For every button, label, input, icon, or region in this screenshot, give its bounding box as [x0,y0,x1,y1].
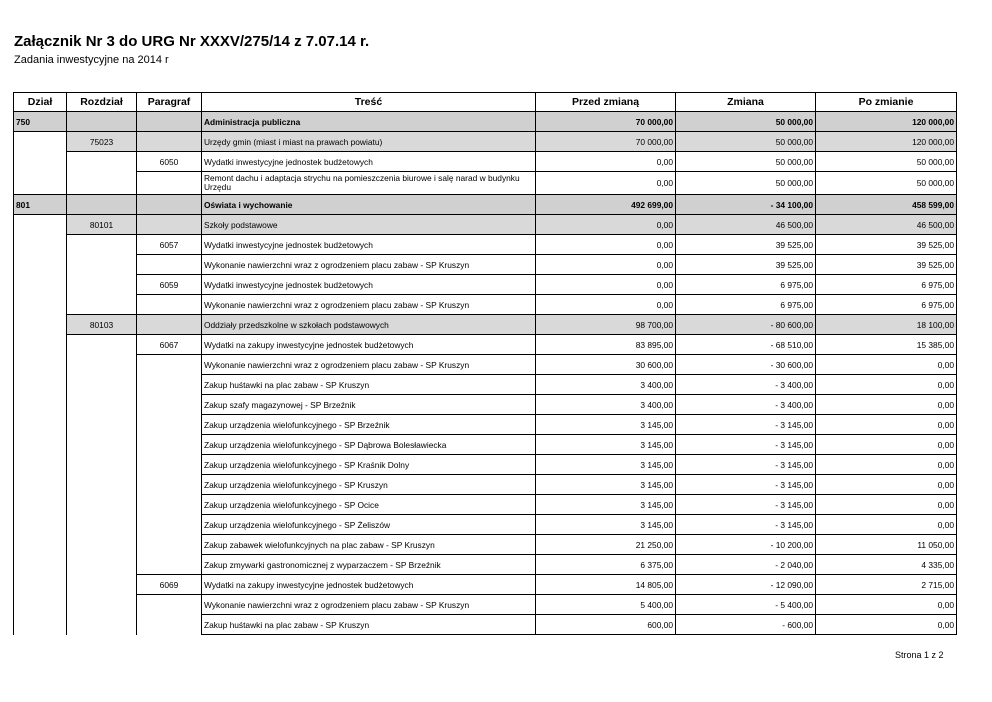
cell-przed-zmiana: 0,00 [536,152,676,172]
cell-rozdzial [67,475,137,495]
cell-przed-zmiana: 3 400,00 [536,395,676,415]
cell-tresc: Wykonanie nawierzchni wraz z ogrodzeniem placu zabaw - SP Kruszyn [202,255,536,275]
cell-rozdzial [67,455,137,475]
cell-przed-zmiana: 30 600,00 [536,355,676,375]
column-header-paragraf: Paragraf [137,93,202,112]
cell-rozdzial: 80101 [67,215,137,235]
cell-tresc: Zakup urządzenia wielofunkcyjnego - SP Kraśnik Dolny [202,455,536,475]
cell-dzial [14,375,67,395]
cell-dzial: 750 [14,112,67,132]
table-row [14,455,957,475]
cell-tresc: Zakup huśtawki na plac zabaw - SP Kruszyn [202,375,536,395]
table-header-row [14,93,957,112]
cell-paragraf [137,375,202,395]
cell-zmiana: - 68 510,00 [676,335,816,355]
cell-tresc: Szkoły podstawowe [202,215,536,235]
table-row [14,375,957,395]
cell-rozdzial [67,375,137,395]
cell-dzial: 801 [14,195,67,215]
table-row [14,235,957,255]
cell-po-zmianie: 0,00 [816,415,957,435]
cell-zmiana: - 3 400,00 [676,395,816,415]
investment-table [13,92,957,635]
cell-po-zmianie: 0,00 [816,355,957,375]
cell-dzial [14,132,67,152]
cell-paragraf [137,215,202,235]
cell-paragraf [137,315,202,335]
cell-rozdzial [67,195,137,215]
cell-paragraf [137,112,202,132]
cell-dzial [14,215,67,235]
cell-zmiana: - 30 600,00 [676,355,816,375]
cell-tresc: Zakup huśtawki na plac zabaw - SP Kruszyn [202,615,536,635]
table-row [14,395,957,415]
cell-tresc: Zakup szafy magazynowej - SP Brzeźnik [202,395,536,415]
cell-tresc: Zakup urządzenia wielofunkcyjnego - SP Dąbrowa Bolesławiecka [202,435,536,455]
column-header-zmiana: Zmiana [676,93,816,112]
cell-paragraf [137,615,202,635]
cell-po-zmianie: 0,00 [816,495,957,515]
table-row [14,575,957,595]
cell-po-zmianie: 6 975,00 [816,295,957,315]
table-row [14,435,957,455]
cell-rozdzial [67,575,137,595]
cell-przed-zmiana: 0,00 [536,235,676,255]
cell-rozdzial [67,112,137,132]
cell-rozdzial [67,255,137,275]
cell-przed-zmiana: 5 400,00 [536,595,676,615]
cell-rozdzial [67,555,137,575]
cell-po-zmianie: 120 000,00 [816,132,957,152]
cell-zmiana: - 3 145,00 [676,495,816,515]
cell-po-zmianie: 0,00 [816,395,957,415]
table-row [14,315,957,335]
cell-zmiana: - 12 090,00 [676,575,816,595]
cell-zmiana: 6 975,00 [676,295,816,315]
cell-dzial [14,295,67,315]
cell-zmiana: 50 000,00 [676,152,816,172]
table-row [14,275,957,295]
cell-po-zmianie: 0,00 [816,615,957,635]
cell-zmiana: - 3 145,00 [676,515,816,535]
cell-po-zmianie: 458 599,00 [816,195,957,215]
cell-rozdzial: 80103 [67,315,137,335]
cell-zmiana: - 3 145,00 [676,415,816,435]
cell-przed-zmiana: 14 805,00 [536,575,676,595]
cell-zmiana: - 3 145,00 [676,435,816,455]
cell-przed-zmiana: 70 000,00 [536,112,676,132]
table-row [14,335,957,355]
cell-paragraf [137,595,202,615]
cell-zmiana: 46 500,00 [676,215,816,235]
cell-paragraf [137,515,202,535]
cell-dzial [14,172,67,195]
table-row [14,172,957,195]
cell-przed-zmiana: 492 699,00 [536,195,676,215]
table-row [14,515,957,535]
cell-po-zmianie: 18 100,00 [816,315,957,335]
cell-po-zmianie: 2 715,00 [816,575,957,595]
cell-zmiana: - 10 200,00 [676,535,816,555]
cell-tresc: Wydatki inwestycyjne jednostek budżetowych [202,152,536,172]
cell-po-zmianie: 120 000,00 [816,112,957,132]
table-row [14,112,957,132]
cell-przed-zmiana: 83 895,00 [536,335,676,355]
cell-zmiana: - 3 145,00 [676,475,816,495]
cell-dzial [14,355,67,375]
cell-po-zmianie: 6 975,00 [816,275,957,295]
cell-tresc: Zakup urządzenia wielofunkcyjnego - SP Ocice [202,495,536,515]
cell-rozdzial: 75023 [67,132,137,152]
cell-dzial [14,475,67,495]
table-row [14,535,957,555]
table-row [14,415,957,435]
cell-dzial [14,315,67,335]
cell-tresc: Wydatki na zakupy inwestycyjne jednostek budżetowych [202,335,536,355]
cell-dzial [14,455,67,475]
cell-tresc: Wykonanie nawierzchni wraz z ogrodzeniem placu zabaw - SP Kruszyn [202,355,536,375]
cell-paragraf [137,132,202,152]
cell-paragraf [137,255,202,275]
cell-paragraf [137,415,202,435]
column-header-rozdzial: Rozdział [67,93,137,112]
cell-tresc: Zakup urządzenia wielofunkcyjnego - SP Żeliszów [202,515,536,535]
cell-rozdzial [67,495,137,515]
cell-przed-zmiana: 3 145,00 [536,435,676,455]
cell-dzial [14,555,67,575]
table-row [14,475,957,495]
cell-dzial [14,152,67,172]
cell-rozdzial [67,275,137,295]
cell-po-zmianie: 4 335,00 [816,555,957,575]
cell-po-zmianie: 46 500,00 [816,215,957,235]
table-row [14,555,957,575]
cell-tresc: Zakup urządzenia wielofunkcyjnego - SP Brzeźnik [202,415,536,435]
cell-rozdzial [67,535,137,555]
cell-rozdzial [67,435,137,455]
cell-po-zmianie: 39 525,00 [816,255,957,275]
page-number: Strona 1 z 2 [895,650,944,660]
cell-rozdzial [67,152,137,172]
cell-przed-zmiana: 98 700,00 [536,315,676,335]
cell-rozdzial [67,172,137,195]
column-header-dzial: Dział [14,93,67,112]
cell-paragraf: 6050 [137,152,202,172]
cell-dzial [14,535,67,555]
cell-zmiana: 50 000,00 [676,172,816,195]
cell-tresc: Wydatki inwestycyjne jednostek budżetowych [202,235,536,255]
table-row [14,355,957,375]
cell-przed-zmiana: 0,00 [536,255,676,275]
document-subtitle: Zadania inwestycyjne na 2014 r [14,54,169,66]
cell-dzial [14,395,67,415]
cell-dzial [14,255,67,275]
cell-dzial [14,495,67,515]
cell-zmiana: - 3 145,00 [676,455,816,475]
cell-paragraf [137,195,202,215]
cell-paragraf: 6067 [137,335,202,355]
cell-rozdzial [67,395,137,415]
cell-tresc: Oddziały przedszkolne w szkołach podstawowych [202,315,536,335]
cell-po-zmianie: 0,00 [816,515,957,535]
cell-zmiana: 39 525,00 [676,235,816,255]
cell-po-zmianie: 0,00 [816,595,957,615]
cell-przed-zmiana: 3 145,00 [536,495,676,515]
cell-tresc: Wykonanie nawierzchni wraz z ogrodzeniem placu zabaw - SP Kruszyn [202,295,536,315]
cell-po-zmianie: 0,00 [816,435,957,455]
table-row [14,295,957,315]
cell-paragraf [137,555,202,575]
cell-dzial [14,435,67,455]
cell-przed-zmiana: 21 250,00 [536,535,676,555]
table-row [14,595,957,615]
cell-zmiana: - 600,00 [676,615,816,635]
cell-po-zmianie: 50 000,00 [816,152,957,172]
cell-rozdzial [67,235,137,255]
cell-zmiana: - 5 400,00 [676,595,816,615]
cell-rozdzial [67,335,137,355]
cell-przed-zmiana: 6 375,00 [536,555,676,575]
table-row [14,215,957,235]
cell-paragraf: 6059 [137,275,202,295]
cell-paragraf [137,172,202,195]
cell-dzial [14,575,67,595]
table-row [14,495,957,515]
cell-dzial [14,595,67,615]
cell-rozdzial [67,295,137,315]
cell-przed-zmiana: 0,00 [536,275,676,295]
cell-rozdzial [67,595,137,615]
cell-zmiana: - 80 600,00 [676,315,816,335]
cell-dzial [14,275,67,295]
cell-dzial [14,235,67,255]
cell-przed-zmiana: 3 400,00 [536,375,676,395]
cell-tresc: Urzędy gmin (miast i miast na prawach powiatu) [202,132,536,152]
cell-po-zmianie: 39 525,00 [816,235,957,255]
cell-po-zmianie: 0,00 [816,375,957,395]
table-row [14,132,957,152]
table-row [14,152,957,172]
cell-dzial [14,335,67,355]
cell-tresc: Oświata i wychowanie [202,195,536,215]
cell-zmiana: 39 525,00 [676,255,816,275]
cell-przed-zmiana: 0,00 [536,215,676,235]
cell-paragraf [137,535,202,555]
cell-paragraf [137,355,202,375]
column-header-po-zmianie: Po zmianie [816,93,957,112]
cell-przed-zmiana: 3 145,00 [536,475,676,495]
cell-przed-zmiana: 0,00 [536,295,676,315]
cell-dzial [14,515,67,535]
cell-przed-zmiana: 600,00 [536,615,676,635]
cell-paragraf [137,475,202,495]
cell-przed-zmiana: 3 145,00 [536,515,676,535]
table-row [14,255,957,275]
cell-przed-zmiana: 3 145,00 [536,455,676,475]
cell-przed-zmiana: 70 000,00 [536,132,676,152]
cell-paragraf [137,295,202,315]
cell-rozdzial [67,615,137,635]
cell-zmiana: - 2 040,00 [676,555,816,575]
column-header-przed-zmiana: Przed zmianą [536,93,676,112]
cell-paragraf [137,395,202,415]
cell-paragraf [137,435,202,455]
cell-po-zmianie: 11 050,00 [816,535,957,555]
cell-przed-zmiana: 0,00 [536,172,676,195]
cell-tresc: Wydatki inwestycyjne jednostek budżetowych [202,275,536,295]
cell-tresc: Remont dachu i adaptacja strychu na pomieszczenia biurowe i salę narad w budynku Urzędu [202,172,536,195]
cell-paragraf [137,455,202,475]
cell-tresc: Zakup zmywarki gastronomicznej z wyparzaczem - SP Brzeźnik [202,555,536,575]
cell-po-zmianie: 15 385,00 [816,335,957,355]
cell-po-zmianie: 0,00 [816,455,957,475]
document-title: Załącznik Nr 3 do URG Nr XXXV/275/14 z 7.07.14 r. [14,33,370,50]
cell-tresc: Wydatki na zakupy inwestycyjne jednostek budżetowych [202,575,536,595]
cell-rozdzial [67,355,137,375]
cell-przed-zmiana: 3 145,00 [536,415,676,435]
cell-zmiana: - 3 400,00 [676,375,816,395]
table-row [14,195,957,215]
cell-zmiana: 50 000,00 [676,132,816,152]
cell-zmiana: - 34 100,00 [676,195,816,215]
cell-tresc: Zakup urządzenia wielofunkcyjnego - SP Kruszyn [202,475,536,495]
cell-tresc: Zakup zabawek wielofunkcyjnych na plac zabaw - SP Kruszyn [202,535,536,555]
cell-paragraf: 6069 [137,575,202,595]
cell-rozdzial [67,515,137,535]
cell-paragraf: 6057 [137,235,202,255]
cell-zmiana: 6 975,00 [676,275,816,295]
cell-po-zmianie: 0,00 [816,475,957,495]
table-row [14,615,957,635]
column-header-tresc: Treść [202,93,536,112]
cell-tresc: Administracja publiczna [202,112,536,132]
cell-zmiana: 50 000,00 [676,112,816,132]
cell-rozdzial [67,415,137,435]
cell-tresc: Wykonanie nawierzchni wraz z ogrodzeniem placu zabaw - SP Kruszyn [202,595,536,615]
cell-dzial [14,415,67,435]
cell-po-zmianie: 50 000,00 [816,172,957,195]
cell-paragraf [137,495,202,515]
cell-dzial [14,615,67,635]
